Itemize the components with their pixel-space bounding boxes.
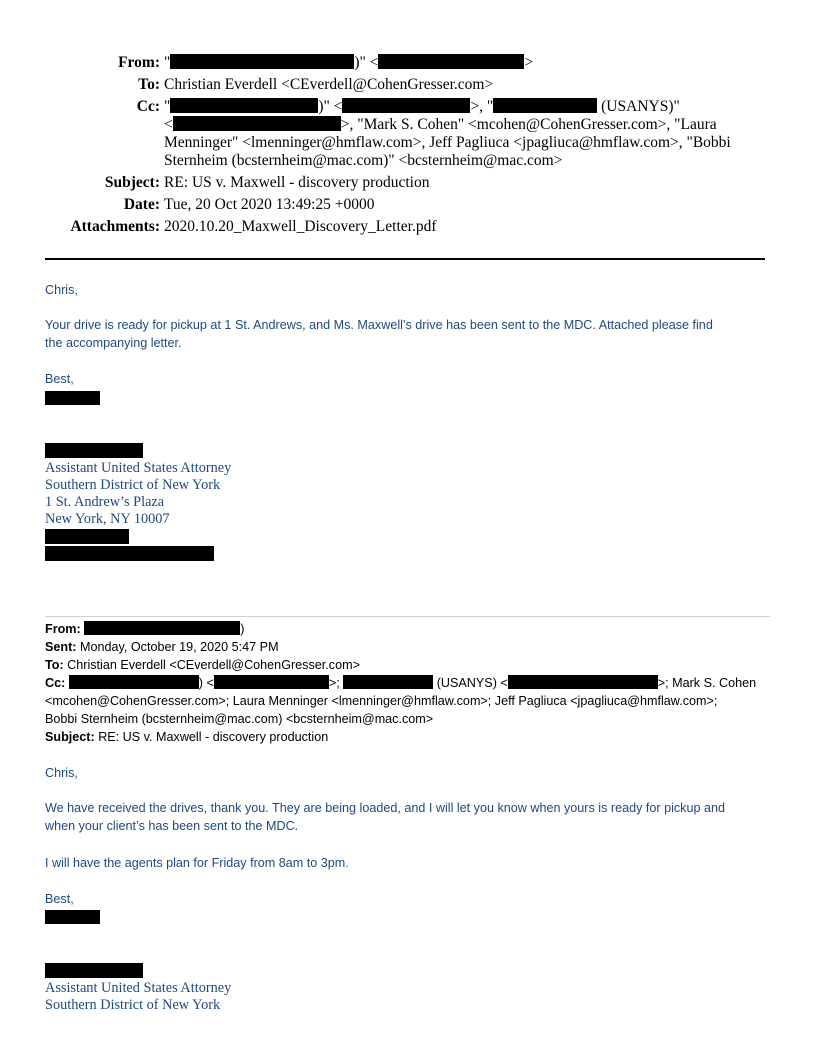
redaction-box <box>214 675 329 689</box>
sig-office: Southern District of New York <box>45 477 221 493</box>
fwd-to-value: Christian Everdell <CEverdell@CohenGresser.com> <box>67 658 360 672</box>
message1-closing: Best, <box>45 372 74 386</box>
fwd-sent-row <box>45 638 785 656</box>
message2-para-line-2: when your client’s has been sent to the MDC. <box>45 819 299 833</box>
from-label: From: <box>118 54 160 71</box>
from-text-1: " <box>164 54 171 71</box>
fwd-cc-text: >; <box>328 676 344 690</box>
cc-line-4: Sternheim (bcsternheim@mac.com)" <bcsternheim@mac.com> <box>164 152 563 169</box>
cc-text: " <box>164 98 171 115</box>
fwd-sent-value: Monday, October 19, 2020 5:47 PM <box>79 640 279 654</box>
cc-line-3: Menninger" <lmenninger@hmflaw.com>, Jeff Pagliuca <jpagliuca@hmflaw.com>, "Bobbi <box>164 134 731 151</box>
message1-greeting: Chris, <box>45 283 78 297</box>
message1-paragraph <box>45 316 713 352</box>
cc-text: < <box>164 116 173 133</box>
forwarded-header <box>45 620 785 746</box>
to-value: Christian Everdell <CEverdell@CohenGresser.com> <box>164 76 494 93</box>
date-label: Date: <box>123 196 160 213</box>
fwd-cc-line-2: <mcohen@CohenGresser.com>; Laura Menninger <lmenninger@hmflaw.com>; Jeff Pagliuca <jpagliuca@hmflaw.com>; <box>45 694 718 708</box>
redaction-box <box>378 54 524 69</box>
cc-text: )" < <box>318 98 343 115</box>
message2-closing: Best, <box>45 892 74 906</box>
redaction-box <box>45 529 129 544</box>
redaction-box <box>45 443 143 458</box>
cc-line-2 <box>164 116 764 134</box>
message2-paragraph-2: I will have the agents plan for Friday from 8am to 3pm. <box>45 856 349 870</box>
subject-label: Subject: <box>104 174 160 191</box>
fwd-cc-text: (USANYS) < <box>436 676 508 690</box>
cc-text: (USANYS)" <box>601 98 680 115</box>
sig-office: Southern District of New York <box>45 997 221 1013</box>
redaction-box <box>69 675 199 689</box>
message2-greeting: Chris, <box>45 766 78 780</box>
to-label: To: <box>138 76 160 93</box>
date-value: Tue, 20 Oct 2020 13:49:25 +0000 <box>164 196 375 213</box>
fwd-subject-row <box>45 728 785 746</box>
forward-divider <box>45 616 770 617</box>
cc-line-1 <box>164 98 764 116</box>
from-text-3: > <box>524 54 534 71</box>
fwd-from-text: ) <box>240 622 245 636</box>
fwd-cc-row <box>45 674 785 692</box>
fwd-subject-value: RE: US v. Maxwell - discovery production <box>98 730 329 744</box>
sig-address-1: 1 St. Andrew’s Plaza <box>45 494 165 510</box>
message1-signature <box>45 460 231 528</box>
message2-para-line-1: We have received the drives, thank you. They are being loaded, and I will let you know when yours is ready for pickup and <box>45 801 725 815</box>
fwd-to-row <box>45 656 785 674</box>
attachment-filename[interactable]: 2020.10.20_Maxwell_Discovery_Letter.pdf <box>164 218 437 235</box>
message1-para-line-2: the accompanying letter. <box>45 336 182 350</box>
cc-text: >, " <box>470 98 494 115</box>
cc-label: Cc: <box>136 98 160 115</box>
cc-value <box>164 98 764 170</box>
redaction-box <box>84 621 240 635</box>
attachments-label: Attachments: <box>70 218 160 235</box>
from-text-2: )" < <box>354 54 379 71</box>
fwd-cc-text: >; Mark S. Cohen <box>657 676 757 690</box>
fwd-to-label: To: <box>45 658 64 672</box>
redaction-box <box>45 391 100 405</box>
fwd-cc-label: Cc: <box>45 676 66 690</box>
fwd-subject-label: Subject: <box>45 730 95 744</box>
fwd-from-row <box>45 620 785 638</box>
redaction-box <box>45 910 100 924</box>
redaction-box <box>493 98 597 113</box>
fwd-sent-label: Sent: <box>45 640 77 654</box>
redaction-box <box>45 546 214 561</box>
redaction-box <box>170 98 318 113</box>
message1-para-line-1: Your drive is ready for pickup at 1 St. Andrews, and Ms. Maxwell’s drive has been sent to the MDC. Attached please find <box>45 318 713 332</box>
redaction-box <box>173 116 341 131</box>
message2-paragraph <box>45 799 725 835</box>
cc-text: >, "Mark S. Cohen" <mcohen@CohenGresser.com>, "Laura <box>340 116 717 133</box>
redaction-box <box>508 675 658 689</box>
sig-title: Assistant United States Attorney <box>45 460 232 476</box>
message2-signature <box>45 980 231 1014</box>
header-divider <box>45 258 765 260</box>
sig-title: Assistant United States Attorney <box>45 980 232 996</box>
from-value <box>164 54 533 72</box>
redaction-box <box>342 98 470 113</box>
fwd-cc-line-3: Bobbi Sternheim (bcsternheim@mac.com) <bcsternheim@mac.com> <box>45 712 434 726</box>
redaction-box <box>45 963 143 978</box>
fwd-cc-text: ) < <box>198 676 214 690</box>
subject-value: RE: US v. Maxwell - discovery production <box>164 174 430 191</box>
redaction-box <box>343 675 433 689</box>
sig-address-2: New York, NY 10007 <box>45 511 170 527</box>
fwd-from-label: From: <box>45 622 81 636</box>
redaction-box <box>170 54 354 69</box>
